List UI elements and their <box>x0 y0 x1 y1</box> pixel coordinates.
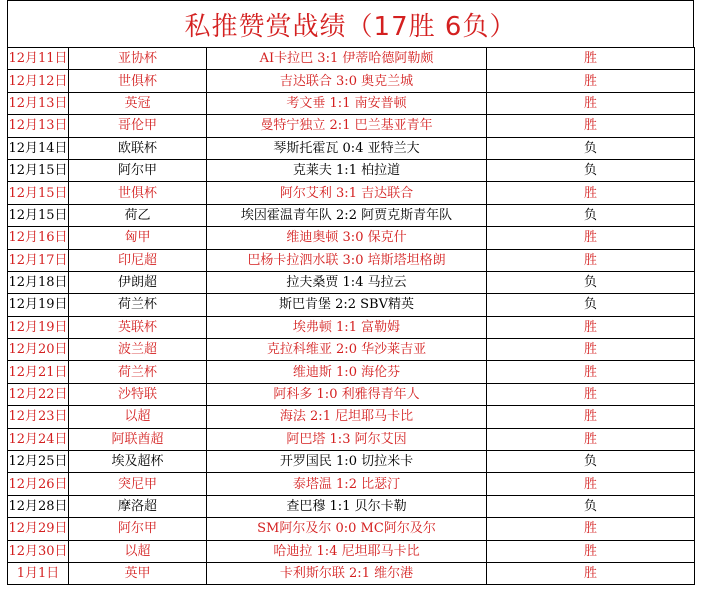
league-cell: 世俱杯 <box>69 182 207 204</box>
table-row <box>8 406 695 428</box>
result-cell: 胜 <box>487 473 695 495</box>
league-cell: 亚协杯 <box>69 48 207 70</box>
league-cell: 阿联酋超 <box>69 428 207 450</box>
table-row <box>8 92 695 114</box>
match-cell: 巴杨卡拉泗水联 3:0 培斯塔坦格朗 <box>207 249 487 271</box>
result-cell: 胜 <box>487 227 695 249</box>
record-sheet <box>7 0 694 585</box>
date-cell: 12月26日 <box>8 473 69 495</box>
table-row <box>8 316 695 338</box>
table-row <box>8 495 695 517</box>
league-cell: 埃及超杯 <box>69 451 207 473</box>
match-cell: 阿巴塔 1:3 阿尔艾因 <box>207 428 487 450</box>
table-row <box>8 428 695 450</box>
match-cell: 克拉科维亚 2:0 华沙莱吉亚 <box>207 339 487 361</box>
date-cell: 12月29日 <box>8 518 69 540</box>
result-cell: 胜 <box>487 361 695 383</box>
result-cell: 负 <box>487 294 695 316</box>
table-row <box>8 339 695 361</box>
league-cell: 荷乙 <box>69 204 207 226</box>
date-cell: 12月11日 <box>8 48 69 70</box>
table-row <box>8 249 695 271</box>
match-cell: 开罗国民 1:0 切拉米卡 <box>207 451 487 473</box>
result-cell: 胜 <box>487 115 695 137</box>
date-cell: 12月30日 <box>8 540 69 562</box>
league-cell: 匈甲 <box>69 227 207 249</box>
table-row <box>8 518 695 540</box>
date-cell: 12月12日 <box>8 70 69 92</box>
record-table <box>7 47 695 585</box>
result-cell: 负 <box>487 137 695 159</box>
league-cell: 英联杯 <box>69 316 207 338</box>
league-cell: 欧联杯 <box>69 137 207 159</box>
match-cell: 海法 2:1 尼坦耶马卡比 <box>207 406 487 428</box>
date-cell: 12月14日 <box>8 137 69 159</box>
league-cell: 以超 <box>69 406 207 428</box>
result-cell: 胜 <box>487 339 695 361</box>
date-cell: 12月13日 <box>8 92 69 114</box>
league-cell: 阿尔甲 <box>69 159 207 181</box>
date-cell: 12月19日 <box>8 316 69 338</box>
league-cell: 突尼甲 <box>69 473 207 495</box>
result-cell: 胜 <box>487 249 695 271</box>
date-cell: 12月19日 <box>8 294 69 316</box>
table-row <box>8 137 695 159</box>
result-cell: 负 <box>487 451 695 473</box>
date-cell: 12月20日 <box>8 339 69 361</box>
table-row <box>8 115 695 137</box>
table-row <box>8 294 695 316</box>
result-cell: 胜 <box>487 518 695 540</box>
table-row <box>8 204 695 226</box>
match-cell: SM阿尔及尔 0:0 MC阿尔及尔 <box>207 518 487 540</box>
date-cell: 12月25日 <box>8 451 69 473</box>
match-cell: 阿尔艾利 3:1 吉达联合 <box>207 182 487 204</box>
result-cell: 胜 <box>487 70 695 92</box>
match-cell: 拉夫桑贾 1:4 马拉云 <box>207 271 487 293</box>
result-cell: 胜 <box>487 182 695 204</box>
table-row <box>8 48 695 70</box>
result-cell: 胜 <box>487 383 695 405</box>
result-cell: 胜 <box>487 92 695 114</box>
match-cell: 哈迪拉 1:4 尼坦耶马卡比 <box>207 540 487 562</box>
date-cell: 12月18日 <box>8 271 69 293</box>
table-row <box>8 159 695 181</box>
result-cell: 胜 <box>487 428 695 450</box>
match-cell: 埃因霍温青年队 2:2 阿贾克斯青年队 <box>207 204 487 226</box>
league-cell: 阿尔甲 <box>69 518 207 540</box>
sheet-title: 私推赞赏战绩（17胜 6负） <box>7 0 694 47</box>
league-cell: 荷兰杯 <box>69 361 207 383</box>
date-cell: 12月24日 <box>8 428 69 450</box>
result-cell: 负 <box>487 204 695 226</box>
table-row <box>8 271 695 293</box>
table-row <box>8 451 695 473</box>
league-cell: 世俱杯 <box>69 70 207 92</box>
result-cell: 胜 <box>487 316 695 338</box>
result-cell: 负 <box>487 159 695 181</box>
match-cell: 泰塔温 1:2 比瑟汀 <box>207 473 487 495</box>
match-cell: AI卡拉巴 3:1 伊蒂哈德阿勒颇 <box>207 48 487 70</box>
date-cell: 12月13日 <box>8 115 69 137</box>
match-cell: 吉达联合 3:0 奥克兰城 <box>207 70 487 92</box>
date-cell: 12月17日 <box>8 249 69 271</box>
league-cell: 英冠 <box>69 92 207 114</box>
date-cell: 12月15日 <box>8 204 69 226</box>
date-cell: 12月15日 <box>8 182 69 204</box>
record-table-body <box>8 48 695 585</box>
date-cell: 12月22日 <box>8 383 69 405</box>
result-cell: 胜 <box>487 540 695 562</box>
date-cell: 12月28日 <box>8 495 69 517</box>
league-cell: 荷兰杯 <box>69 294 207 316</box>
date-cell: 12月21日 <box>8 361 69 383</box>
table-row <box>8 361 695 383</box>
match-cell: 斯巴肯堡 2:2 SBV精英 <box>207 294 487 316</box>
match-cell: 琴斯托霍瓦 0:4 亚特兰大 <box>207 137 487 159</box>
league-cell: 沙特联 <box>69 383 207 405</box>
table-row <box>8 70 695 92</box>
match-cell: 维迪斯 1:0 海伦芬 <box>207 361 487 383</box>
date-cell: 12月23日 <box>8 406 69 428</box>
match-cell: 卡利斯尔联 2:1 维尔港 <box>207 562 487 584</box>
table-row <box>8 473 695 495</box>
league-cell: 哥伦甲 <box>69 115 207 137</box>
result-cell: 负 <box>487 271 695 293</box>
league-cell: 伊朗超 <box>69 271 207 293</box>
result-cell: 胜 <box>487 48 695 70</box>
league-cell: 波兰超 <box>69 339 207 361</box>
table-row <box>8 540 695 562</box>
table-row <box>8 227 695 249</box>
table-row <box>8 562 695 584</box>
match-cell: 克莱夫 1:1 柏拉道 <box>207 159 487 181</box>
result-cell: 胜 <box>487 562 695 584</box>
table-row <box>8 383 695 405</box>
league-cell: 摩洛超 <box>69 495 207 517</box>
league-cell: 印尼超 <box>69 249 207 271</box>
match-cell: 考文垂 1:1 南安普顿 <box>207 92 487 114</box>
match-cell: 曼特宁独立 2:1 巴兰基亚青年 <box>207 115 487 137</box>
date-cell: 12月16日 <box>8 227 69 249</box>
result-cell: 负 <box>487 495 695 517</box>
league-cell: 英甲 <box>69 562 207 584</box>
match-cell: 查巴穆 1:1 贝尔卡勒 <box>207 495 487 517</box>
date-cell: 1月1日 <box>8 562 69 584</box>
match-cell: 埃弗顿 1:1 富勒姆 <box>207 316 487 338</box>
table-row <box>8 182 695 204</box>
result-cell: 胜 <box>487 406 695 428</box>
match-cell: 阿科多 1:0 利雅得青年人 <box>207 383 487 405</box>
match-cell: 维迪奥顿 3:0 保克什 <box>207 227 487 249</box>
league-cell: 以超 <box>69 540 207 562</box>
date-cell: 12月15日 <box>8 159 69 181</box>
